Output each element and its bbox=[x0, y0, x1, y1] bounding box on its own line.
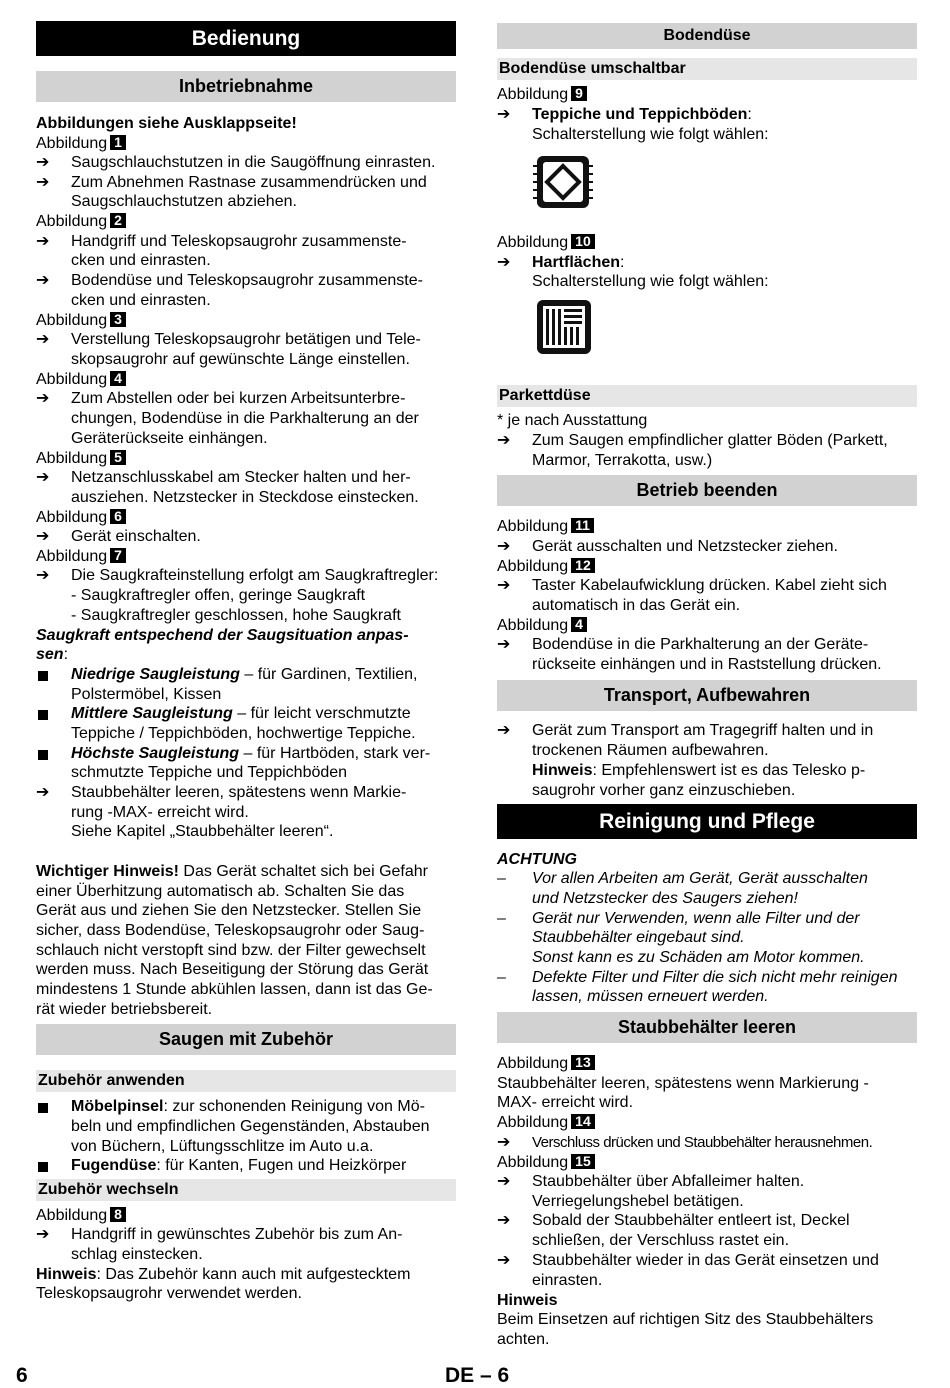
bullet-text: Höchste Saugleistung – für Hartböden, stark ver- bbox=[71, 745, 431, 762]
bullet-text: beln und empfindlichen Gegenständen, Abstauben bbox=[71, 1118, 430, 1135]
fig-ref: Abbildung 4 bbox=[36, 370, 126, 390]
arrow-icon: ➔ bbox=[497, 577, 511, 594]
warning-text: sicher, dass Bodendüse, Teleskopsaugrohr oder Saug- bbox=[36, 922, 425, 939]
heading-saugen-zubehoer: Saugen mit Zubehör bbox=[36, 1024, 456, 1055]
bullet-text: Niedrige Saugleistung – für Gardinen, Textilien, bbox=[71, 666, 418, 683]
arrow-icon: ➔ bbox=[497, 106, 511, 123]
note-text: achten. bbox=[497, 1331, 550, 1348]
bullet-text: Fugendüse: für Kanten, Fugen und Heizkörper bbox=[71, 1157, 407, 1174]
subheading-zubehoer-wechseln: Zubehör wechseln bbox=[36, 1179, 456, 1201]
step-text: Staubbehälter über Abfalleimer halten. bbox=[532, 1173, 805, 1190]
bullet-text: Mittlere Saugleistung – für leicht verschmutzte bbox=[71, 705, 411, 722]
step-text: Hinweis: Empfehlenswert ist es das Telesko p- bbox=[532, 762, 866, 779]
fig-ref: Abbildung 14 bbox=[497, 1113, 595, 1133]
caution-text: Defekte Filter und Filter die sich nicht mehr reinigen bbox=[532, 969, 898, 986]
fig-ref: Abbildung 8 bbox=[36, 1206, 126, 1226]
arrow-icon: ➔ bbox=[36, 567, 50, 584]
step-text: Siehe Kapitel „Staubbehälter leeren“. bbox=[71, 823, 334, 840]
step-text: schließen, der Verschluss rastet ein. bbox=[532, 1232, 790, 1249]
step-text: cken und einrasten. bbox=[71, 292, 211, 309]
heading-betrieb-beenden: Betrieb beenden bbox=[497, 475, 917, 506]
fig-ref: Abbildung 10 bbox=[497, 233, 595, 253]
step-text: Zum Abnehmen Rastnase zusammendrücken und bbox=[71, 174, 427, 191]
step-text: Die Saugkrafteinstellung erfolgt am Saugkraftregler: bbox=[71, 567, 439, 584]
step-text: Hartflächen: bbox=[532, 254, 625, 271]
saugkraft-heading: Saugkraft entspechend der Saugsituation anpas- bbox=[36, 627, 409, 644]
dash-icon: – bbox=[497, 870, 506, 887]
arrow-icon: ➔ bbox=[36, 331, 50, 348]
saugkraft-heading-end: sen: bbox=[36, 646, 69, 663]
step-text: Geräterückseite einhängen. bbox=[71, 430, 268, 447]
step-text: - Saugkraftregler offen, geringe Saugkraft bbox=[71, 587, 366, 604]
hard-floor-switch-icon bbox=[535, 298, 593, 356]
caution-heading: ACHTUNG bbox=[497, 851, 577, 868]
arrow-icon: ➔ bbox=[36, 174, 50, 191]
step-text: rückseite einhängen und in Raststellung drücken. bbox=[532, 656, 882, 673]
step-text: Verstellung Teleskopsaugrohr betätigen und Tele- bbox=[71, 331, 421, 348]
arrow-icon: ➔ bbox=[36, 390, 50, 407]
step-text: schlag einstecken. bbox=[71, 1246, 203, 1263]
note-abbildungen: Abbildungen siehe Ausklappseite! bbox=[36, 115, 297, 132]
arrow-icon: ➔ bbox=[36, 233, 50, 250]
bullet-icon bbox=[38, 1162, 48, 1172]
bullet-text: Teppiche / Teppichböden, hochwertige Teppiche. bbox=[71, 725, 416, 742]
bullet-icon bbox=[38, 750, 48, 760]
arrow-icon: ➔ bbox=[497, 1173, 511, 1190]
arrow-icon: ➔ bbox=[497, 432, 511, 449]
step-text: Gerät einschalten. bbox=[71, 528, 201, 545]
step-text: Teppiche und Teppichböden: bbox=[532, 106, 752, 123]
arrow-icon: ➔ bbox=[36, 272, 50, 289]
step-text: cken und einrasten. bbox=[71, 252, 211, 269]
step-text: ausziehen. Netzstecker in Steckdose einstecken. bbox=[71, 489, 419, 506]
fig-ref: Abbildung 1 bbox=[36, 134, 126, 154]
fig-ref: Abbildung 15 bbox=[497, 1153, 595, 1173]
bullet-icon bbox=[38, 671, 48, 681]
bullet-icon bbox=[38, 710, 48, 720]
step-text: Handgriff in gewünschtes Zubehör bis zum An- bbox=[71, 1226, 403, 1243]
step-text: Gerät ausschalten und Netzstecker ziehen. bbox=[532, 538, 838, 555]
step-text: saugrohr vorher ganz einzuschieben. bbox=[532, 782, 796, 799]
fig-ref: Abbildung 2 bbox=[36, 212, 126, 232]
fig-ref: Abbildung 11 bbox=[497, 517, 594, 537]
fig-ref: Abbildung 6 bbox=[36, 508, 126, 528]
warning-text: mindestens 1 Stunde abkühlen lassen, dann ist das Ge- bbox=[36, 981, 433, 998]
step-text: - Saugkraftregler geschlossen, hohe Saugkraft bbox=[71, 607, 401, 624]
arrow-icon: ➔ bbox=[36, 784, 50, 801]
step-text: Saugschlauchstutzen abziehen. bbox=[71, 193, 297, 210]
caution-text: Vor allen Arbeiten am Gerät, Gerät ausschalten bbox=[532, 870, 868, 887]
step-text: Taster Kabelaufwicklung drücken. Kabel zieht sich bbox=[532, 577, 887, 594]
step-text: Netzanschlusskabel am Stecker halten und her- bbox=[71, 469, 411, 486]
warning-text: Gerät aus und ziehen Sie den Netzstecker. Stellen Sie bbox=[36, 902, 422, 919]
step-text: Gerät zum Transport am Tragegriff halten und in bbox=[532, 722, 874, 739]
carpet-switch-icon bbox=[533, 152, 593, 212]
arrow-icon: ➔ bbox=[36, 1226, 50, 1243]
body-text: Staubbehälter leeren, spätestens wenn Markierung - bbox=[497, 1075, 869, 1092]
arrow-icon: ➔ bbox=[497, 1252, 511, 1269]
caution-text: und Netzstecker des Saugers ziehen! bbox=[532, 890, 798, 907]
fig-ref: Abbildung 12 bbox=[497, 557, 595, 577]
arrow-icon: ➔ bbox=[36, 528, 50, 545]
step-text: Zum Saugen empfindlicher glatter Böden (Parkett, bbox=[532, 432, 888, 449]
step-text: Bodendüse und Teleskopsaugrohr zusammenste- bbox=[71, 272, 423, 289]
arrow-icon: ➔ bbox=[497, 1212, 511, 1229]
warning-text: rät wieder betriebsbereit. bbox=[36, 1001, 213, 1018]
page-code: DE – 6 bbox=[445, 1364, 510, 1387]
step-text: Verschluss drücken und Staubbehälter herausnehmen. bbox=[532, 1134, 873, 1151]
step-text: Schalterstellung wie folgt wählen: bbox=[532, 273, 769, 290]
bullet-icon bbox=[38, 1103, 48, 1113]
step-text: automatisch in das Gerät ein. bbox=[532, 597, 741, 614]
step-text: Staubbehälter wieder in das Gerät einsetzen und bbox=[532, 1252, 879, 1269]
page-number: 6 bbox=[16, 1364, 28, 1387]
arrow-icon: ➔ bbox=[497, 254, 511, 271]
dash-icon: – bbox=[497, 910, 506, 927]
arrow-icon: ➔ bbox=[497, 636, 511, 653]
section-title-bedienung: Bedienung bbox=[36, 21, 456, 56]
note-text: Hinweis: Das Zubehör kann auch mit aufgestecktem bbox=[36, 1266, 411, 1283]
step-text: Zum Abstellen oder bei kurzen Arbeitsunterbre- bbox=[71, 390, 406, 407]
step-text: Handgriff und Teleskopsaugrohr zusammenste- bbox=[71, 233, 407, 250]
fig-ref: Abbildung 5 bbox=[36, 449, 126, 469]
step-text: Schalterstellung wie folgt wählen: bbox=[532, 126, 769, 143]
heading-bodenduese: Bodendüse bbox=[497, 23, 917, 49]
arrow-icon: ➔ bbox=[497, 538, 511, 555]
heading-inbetriebnahme: Inbetriebnahme bbox=[36, 71, 456, 102]
warning-text: Wichtiger Hinweis! Das Gerät schaltet sich bei Gefahr bbox=[36, 863, 428, 880]
step-text: chungen, Bodendüse in die Parkhalterung an der bbox=[71, 410, 419, 427]
step-text: skopsaugrohr auf gewünschte Länge einstellen. bbox=[71, 351, 410, 368]
step-text: Verriegelungshebel betätigen. bbox=[532, 1193, 744, 1210]
arrow-icon: ➔ bbox=[36, 154, 50, 171]
fig-ref: Abbildung 13 bbox=[497, 1054, 595, 1074]
step-text: Bodendüse in die Parkhalterung an der Geräte- bbox=[532, 636, 869, 653]
heading-staubbehaelter: Staubbehälter leeren bbox=[497, 1012, 917, 1043]
dash-icon: – bbox=[497, 969, 506, 986]
note-text: Beim Einsetzen auf richtigen Sitz des Staubbehälters bbox=[497, 1311, 874, 1328]
step-text: Sobald der Staubbehälter entleert ist, Deckel bbox=[532, 1212, 850, 1229]
subheading-zubehoer-anwenden: Zubehör anwenden bbox=[36, 1070, 456, 1092]
bullet-text: von Büchern, Lüftungsschlitze im Auto u.a. bbox=[71, 1138, 374, 1155]
step-text: trockenen Räumen aufbewahren. bbox=[532, 742, 769, 759]
note-text: * je nach Ausstattung bbox=[497, 412, 648, 429]
heading-transport: Transport, Aufbewahren bbox=[497, 680, 917, 711]
step-text: Marmor, Terrakotta, usw.) bbox=[532, 452, 713, 469]
step-text: einrasten. bbox=[532, 1272, 603, 1289]
bullet-text: Polstermöbel, Kissen bbox=[71, 686, 222, 703]
note-heading: Hinweis bbox=[497, 1292, 558, 1309]
arrow-icon: ➔ bbox=[497, 722, 511, 739]
warning-text: schlauch nicht verstopft sind bzw. der Filter gewechselt bbox=[36, 942, 426, 959]
caution-text: Staubbehälter eingebaut sind. bbox=[532, 929, 745, 946]
caution-text: lassen, müssen erneuert werden. bbox=[532, 988, 769, 1005]
fig-ref: Abbildung 3 bbox=[36, 311, 126, 331]
warning-text: werden muss. Nach Beseitigung der Störung das Gerät bbox=[36, 961, 429, 978]
subheading-parkettduese: Parkettdüse bbox=[497, 385, 917, 407]
fig-ref: Abbildung 7 bbox=[36, 547, 126, 567]
body-text: MAX- erreicht wird. bbox=[497, 1094, 634, 1111]
step-text: rung -MAX- erreicht wird. bbox=[71, 804, 249, 821]
caution-text: Sonst kann es zu Schäden am Motor kommen. bbox=[532, 949, 865, 966]
bullet-text: Möbelpinsel: zur schonenden Reinigung von Mö- bbox=[71, 1098, 425, 1115]
step-text: Staubbehälter leeren, spätestens wenn Markie- bbox=[71, 784, 407, 801]
section-title-reinigung: Reinigung und Pflege bbox=[497, 804, 917, 839]
bullet-text: schmutzte Teppiche und Teppichböden bbox=[71, 764, 348, 781]
note-text: Teleskopsaugrohr verwendet werden. bbox=[36, 1285, 302, 1302]
arrow-icon: ➔ bbox=[36, 469, 50, 486]
fig-ref: Abbildung 9 bbox=[497, 85, 587, 105]
subheading-bodenduese-umschaltbar: Bodendüse umschaltbar bbox=[497, 58, 917, 80]
warning-text: einer Überhitzung automatisch ab. Schalten Sie das bbox=[36, 883, 405, 900]
fig-ref: Abbildung 4 bbox=[497, 616, 587, 636]
caution-text: Gerät nur Verwenden, wenn alle Filter und der bbox=[532, 910, 860, 927]
arrow-icon: ➔ bbox=[497, 1134, 511, 1151]
step-text: Saugschlauchstutzen in die Saugöffnung einrasten. bbox=[71, 154, 436, 171]
